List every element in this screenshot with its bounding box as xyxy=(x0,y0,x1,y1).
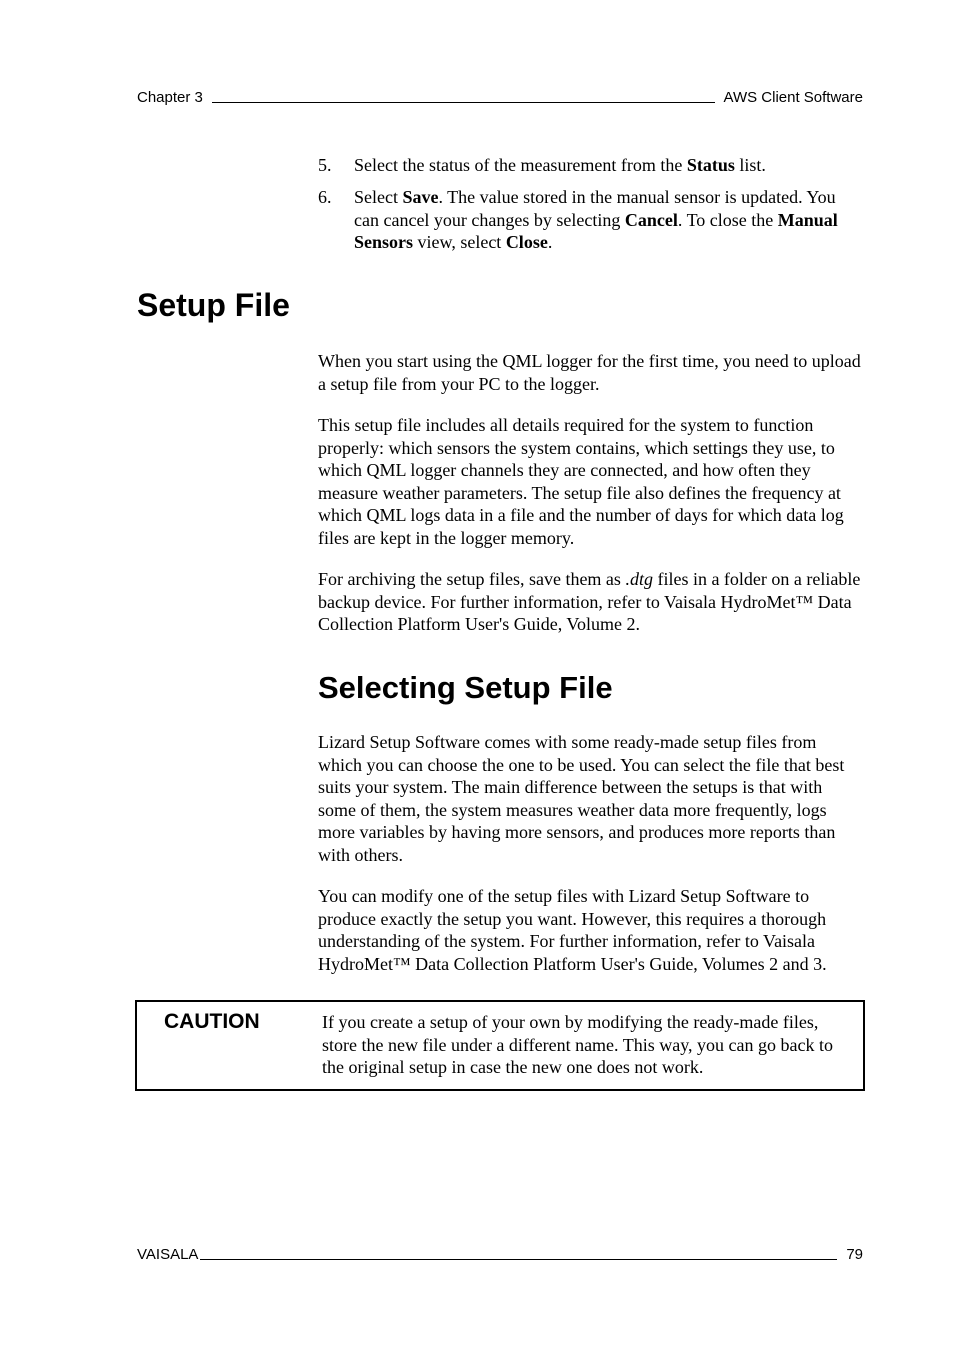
close-term: Close xyxy=(505,232,548,252)
caution-text: If you create a setup of your own by modifying the ready-made files, store the new file under a different name. This way, you can go back to the original setup in case the new one does not work. xyxy=(322,1012,833,1077)
selecting-paragraph-2: You can modify one of the setup files with Lizard Setup Software to produce exactly the setup you want. However, this requires a thorough understanding of the system. For further information, refer to Vaisala HydroMet™ Data Collection Platform User's Guide, Volumes 2 and 3. xyxy=(318,886,827,974)
chapter-label: Chapter 3 xyxy=(137,89,203,106)
footer-company: VAISALA xyxy=(137,1246,199,1263)
setup-paragraph-1: When you start using the QML logger for the first time, you need to upload a setup file from your PC to the logger. xyxy=(318,351,861,394)
caution-label: CAUTION xyxy=(164,1010,260,1033)
section-heading-selecting-setup-file: Selecting Setup File xyxy=(318,670,613,705)
section-heading-setup-file: Setup File xyxy=(137,287,290,323)
page-footer xyxy=(137,1243,863,1263)
step-number: 5. xyxy=(318,155,332,175)
step-text: Select the status of the measurement from the Status list. xyxy=(354,155,766,175)
step-text: Select Save. The value stored in the manual sensor is updated. You can cancel your changes by selecting Cancel. To close the Manual Sensors view, select Close. xyxy=(354,187,838,252)
manual-sensors-term: Manual Sensors xyxy=(354,209,838,252)
selecting-paragraph-1: Lizard Setup Software comes with some ready-made setup files from which you can choose the one to be used. You can select the file that best suits your system. The main difference between the setups is that with some of them, the system measures weather data more frequently, logs more variables by having more sensors, and produces more reports than with others. xyxy=(318,732,845,865)
setup-paragraph-2: This setup file includes all details required for the system to function properly: which sensors the system contains, which settings they use, to which QML logger channels they are connected, and how often they measure weather parameters. The setup file also defines the frequency at which QML logs data in a file and the number of days for which data log files are kept in the logger memory. xyxy=(318,415,844,548)
cancel-term: Cancel xyxy=(624,209,678,230)
status-term: Status xyxy=(686,155,735,175)
setup-paragraph-3: For archiving the setup files, save them as .dtg files in a folder on a reliable backup device. For further information, refer to Vaisala HydroMet™ Data Collection Platform User's Guide, Volume 2. xyxy=(318,569,861,634)
header-rule xyxy=(212,102,715,103)
header-title: AWS Client Software xyxy=(723,89,863,106)
footer-rule xyxy=(200,1259,837,1260)
page-number: 79 xyxy=(846,1246,863,1263)
dtg-extension: .dtg xyxy=(625,569,653,589)
caution-box xyxy=(135,1000,865,1091)
page-header xyxy=(137,86,863,106)
save-term: Save xyxy=(402,187,439,207)
step-number: 6. xyxy=(318,187,332,207)
